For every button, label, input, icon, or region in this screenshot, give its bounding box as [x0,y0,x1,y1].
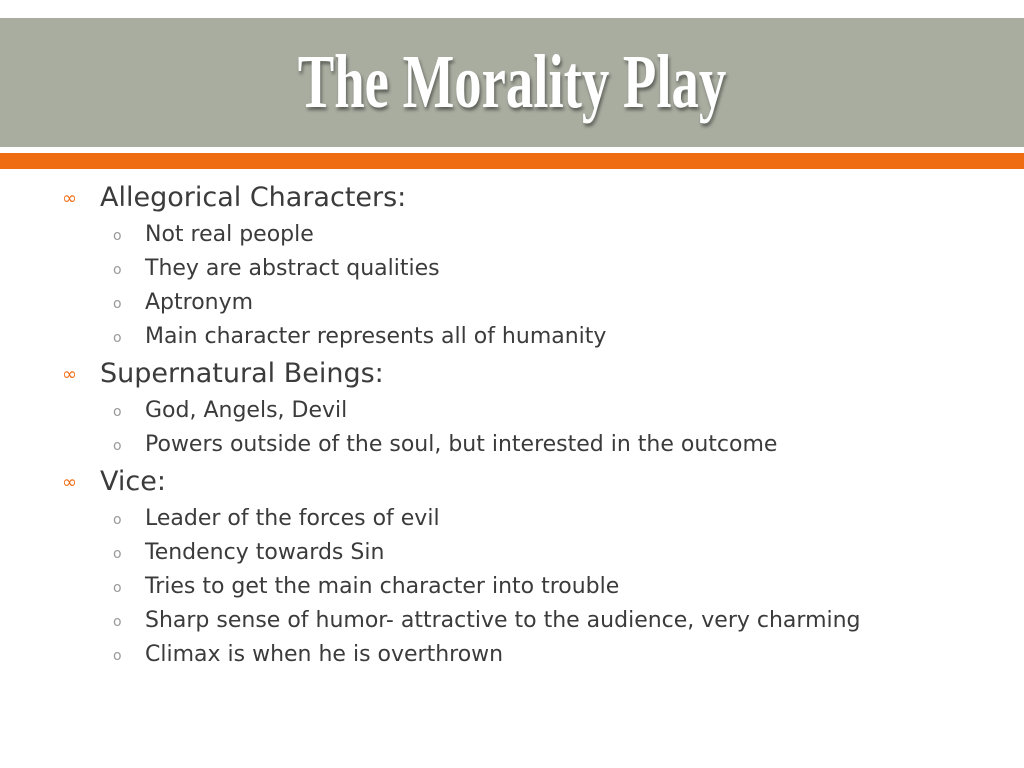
bullet-item [0,178,1024,218]
hollow-circle-bullet-icon: o [113,438,122,454]
hollow-circle-bullet-icon: o [113,228,122,244]
hollow-circle-bullet-icon: o [113,580,122,596]
sub-bullet-item [0,570,1024,604]
hollow-circle-bullet-icon: o [113,648,122,664]
sub-bullet-item [0,218,1024,252]
sub-bullet-item [0,286,1024,320]
hollow-circle-bullet-icon: o [113,512,122,528]
sub-bullet-text: Not real people [145,222,314,247]
double-loop-bullet-icon: ∞ [62,364,77,385]
sub-bullet-item [0,252,1024,286]
bullet-heading: Allegorical Characters: [100,182,407,213]
bullet-heading: Vice: [100,466,166,497]
sub-bullet-text: Climax is when he is overthrown [145,642,504,667]
hollow-circle-bullet-icon: o [113,404,122,420]
hollow-circle-bullet-icon: o [113,546,122,562]
sub-bullet-item [0,320,1024,354]
double-loop-bullet-icon: ∞ [62,188,77,209]
sub-bullet-text: Sharp sense of humor- attractive to the audience, very charming [145,608,861,633]
sub-bullet-item [0,394,1024,428]
sub-bullet-text: Main character represents all of humanity [145,324,607,349]
hollow-circle-bullet-icon: o [113,330,122,346]
sub-bullet-text: Powers outside of the soul, but interested in the outcome [145,432,778,457]
sub-bullet-item [0,536,1024,570]
bullet-heading: Supernatural Beings: [100,358,384,389]
sub-bullet-text: Tendency towards Sin [145,540,385,565]
double-loop-bullet-icon: ∞ [62,472,77,493]
sub-bullet-item [0,502,1024,536]
sub-bullet-text: Tries to get the main character into trouble [145,574,620,599]
hollow-circle-bullet-icon: o [113,614,122,630]
accent-bar [0,153,1024,169]
bullet-item [0,462,1024,502]
sub-bullet-text: They are abstract qualities [145,256,440,281]
slide-title: The Morality Play [297,40,727,124]
sub-bullet-text: God, Angels, Devil [145,398,348,423]
sub-bullet-item [0,428,1024,462]
bullet-list [0,178,1024,672]
hollow-circle-bullet-icon: o [113,296,122,312]
hollow-circle-bullet-icon: o [113,262,122,278]
sub-bullet-item [0,604,1024,638]
sub-bullet-item [0,638,1024,672]
sub-bullet-text: Leader of the forces of evil [145,506,440,531]
sub-bullet-text: Aptronym [145,290,254,315]
bullet-item [0,354,1024,394]
